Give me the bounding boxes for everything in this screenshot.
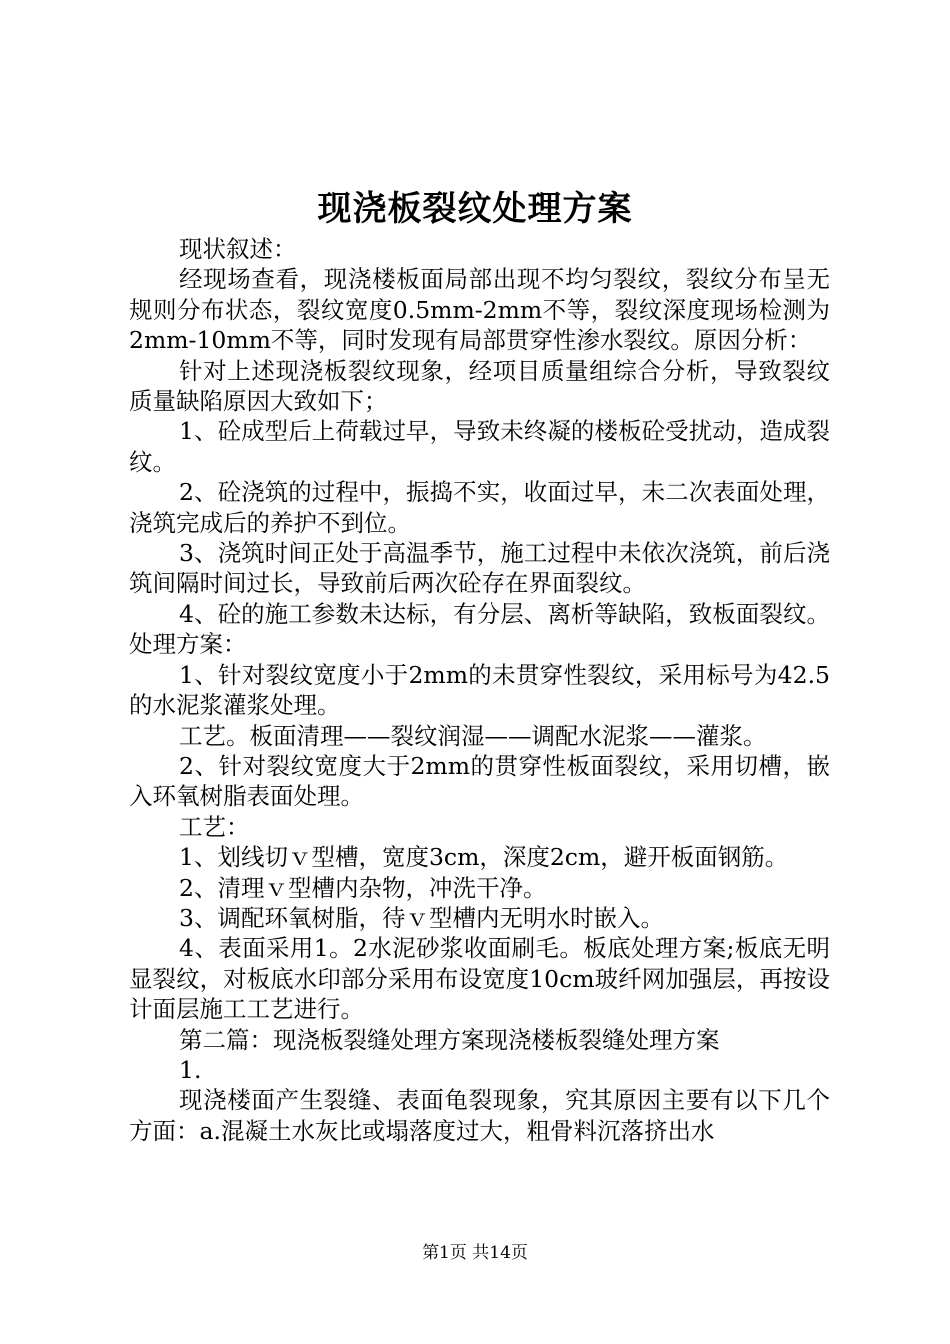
paragraph: 1. [179,1055,202,1084]
paragraph: 1、划线切ｖ型槽，宽度3cm，深度2cm，避开板面钢筋。 [179,843,789,872]
paragraph: 4、砼的施工参数未达标，有分层、离析等缺陷，致板面裂纹。处理方案： [129,599,830,659]
paragraph: 现浇楼面产生裂缝、表面龟裂现象，究其原因主要有以下几个方面：a.混凝土水灰比或塌落度过大，粗骨料沉落挤出水 [129,1086,830,1145]
paragraph: 工艺： [179,812,250,841]
page-footer: 第1页 共14页 [422,1243,528,1263]
paragraph: 4、表面采用1。2水泥砂浆收面刷毛。板底处理方案;板底无明显裂纹，对板底水印部分采用布设宽度10cm玻纤网加强层，再按设计面层施工工艺进行。 [129,934,830,1024]
paragraph: 2、针对裂纹宽度大于2mm的贯穿性板面裂纹，采用切槽，嵌入环氧树脂表面处理。 [129,751,830,811]
paragraph: 针对上述现浇板裂纹现象，经项目质量组综合分析，导致裂纹质量缺陷原因大致如下； [129,356,830,416]
paragraph: 2、砼浇筑的过程中，振捣不实，收面过早，未二次表面处理，浇筑完成后的养护不到位。 [129,478,830,537]
paragraph: 1、针对裂纹宽度小于2mm的未贯穿性裂纹，采用标号为42.5的水泥浆灌浆处理。 [129,660,830,720]
paragraph: 工艺。板面清理——裂纹润湿——调配水泥浆——灌浆。 [179,721,767,750]
document-body [129,234,830,1146]
paragraph: 经现场查看，现浇楼板面局部出现不均匀裂纹，裂纹分布呈无规则分布状态，裂纹宽度0.5mm-2mm不等，裂纹深度现场检测为2mm-10mm不等，同时发现有局部贯穿性渗水裂纹。原因分析： [129,265,830,355]
paragraph: 第二篇：现浇板裂缝处理方案现浇楼板裂缝处理方案 [179,1025,720,1054]
document-title: 现浇板裂纹处理方案 [317,189,633,229]
paragraph: 现状叙述： [179,235,297,263]
paragraph: 3、浇筑时间正处于高温季节，施工过程中未依次浇筑，前后浇筑间隔时间过长，导致前后两次砼存在界面裂纹。 [129,539,830,598]
paragraph: 2、清理ｖ型槽内杂物，冲洗干净。 [179,873,547,902]
paragraph: 3、调配环氧树脂，待ｖ型槽内无明水时嵌入。 [179,903,664,932]
paragraph: 1、砼成型后上荷载过早，导致未终凝的楼板砼受扰动，造成裂纹。 [129,417,830,476]
